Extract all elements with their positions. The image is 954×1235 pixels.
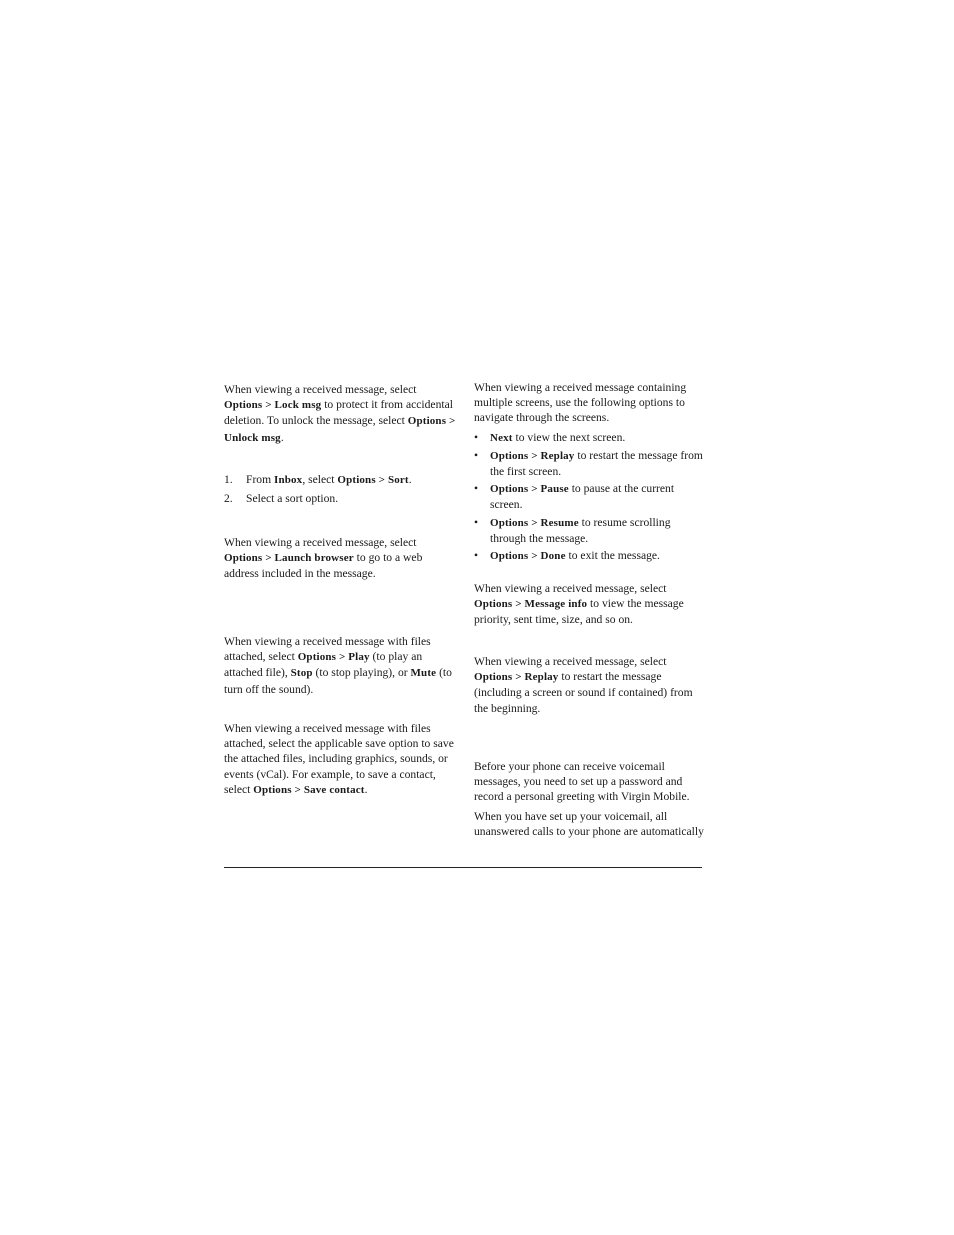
footer-divider bbox=[224, 867, 702, 868]
sort-step-2: 2. Select a sort option. bbox=[224, 492, 339, 506]
list-item: • Options > Done to exit the message. bbox=[474, 549, 660, 563]
lock-command: Options > Lock msg bbox=[224, 399, 322, 412]
multi-screen-options-list bbox=[474, 430, 706, 565]
replay-text: When viewing a received message, select Options > Replay to restart the message (including a screen or sound if contained) from the beginning. bbox=[474, 655, 693, 715]
voicemail-setup-text: Before your phone can receive voicemail messages, you need to set up a password and record a personal greeting with Virgin Mobile. bbox=[474, 760, 690, 804]
replay-section bbox=[474, 654, 706, 716]
voicemail-calls-text: When you have set up your voicemail, all unanswered calls to your phone are automatically bbox=[474, 809, 704, 838]
play-attachment-text: When viewing a received message with files attached, select Options > Play (to play an attached file), Stop (to stop playing), or Mute (to turn off the sound). bbox=[224, 635, 452, 696]
list-item: • Options > Pause to pause at the current screen. bbox=[474, 482, 675, 512]
multi-screen-section bbox=[474, 380, 706, 566]
sort-messages-section bbox=[224, 472, 456, 509]
sort-step-1: 1. From Inbox, select Options > Sort. bbox=[224, 473, 412, 486]
list-item: • Options > Replay to restart the message from the first screen. bbox=[474, 448, 703, 479]
message-info-section bbox=[474, 581, 706, 628]
save-attachment-section bbox=[224, 721, 456, 798]
multi-screen-intro: When viewing a received message containing multiple screens, use the following options to navigate through the screens. bbox=[474, 381, 687, 425]
launch-browser-text: When viewing a received message, select Options > Launch browser to go to a web address included in the message. bbox=[224, 536, 423, 581]
save-attachment-text: When viewing a received message with files attached, select the applicable save option to save the attached files, including graphics, sounds, or events (vCal). For example, to save a contact, select Options > Save contact. bbox=[224, 722, 454, 796]
voicemail-section bbox=[474, 759, 706, 839]
sort-steps-list bbox=[224, 472, 456, 506]
launch-browser-section bbox=[224, 535, 456, 582]
unlock-command: Options > Unlock msg bbox=[224, 415, 456, 444]
list-item: • Options > Resume to resume scrolling through the message. bbox=[474, 515, 671, 545]
lock-message-section bbox=[224, 382, 456, 446]
message-info-text: When viewing a received message, select Options > Message info to view the message priority, sent time, size, and so on. bbox=[474, 582, 684, 627]
play-attachment-section bbox=[224, 634, 456, 697]
list-item: • Next to view the next screen. bbox=[474, 430, 626, 444]
lock-message-text: When viewing a received message, select Options > Lock msg to protect it from accidental deletion. To unlock the message, select Options > Unlock msg. bbox=[224, 383, 456, 444]
